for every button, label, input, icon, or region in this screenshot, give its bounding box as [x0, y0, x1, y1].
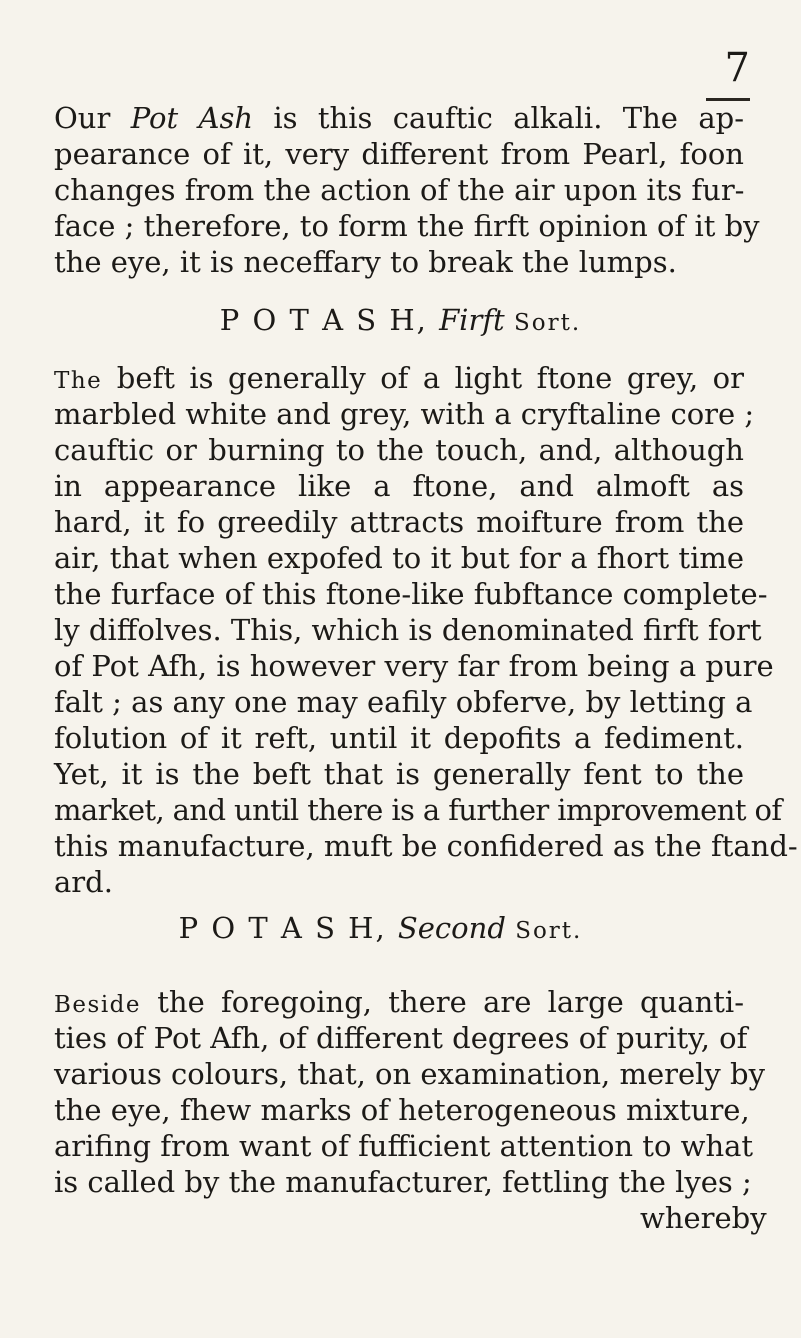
text-line: cauftic or burning to the touch, and, although — [54, 433, 744, 467]
text-line: arifing from want of fufficient attention to what — [54, 1129, 754, 1163]
text-line: ties of Pot Afh, of different degrees of purity, of — [54, 1021, 748, 1055]
text-line: air, that when expofed to it but for a fhort time — [54, 541, 744, 575]
text-line: various colours, that, on examination, merely by — [54, 1057, 765, 1091]
text-line: falt ; as any one may eafily obferve, by letting a — [54, 685, 753, 719]
text-line: market, and until there is a further improvement of — [54, 793, 782, 827]
text-line: the eye, fhew marks of heterogeneous mixture, — [54, 1093, 750, 1127]
section-heading-second-sort: P O T A S H, Second Sort. — [178, 911, 583, 945]
text-line: hard, it fo greedily attracts moifture from the — [54, 505, 744, 539]
text-line: Our Pot Ash is this cauftic alkali. The ap- — [54, 101, 744, 135]
text-line: this manufacture, muft be confidered as the ftand- — [54, 829, 798, 863]
section-heading-first-sort: P O T A S H, Firft Sort. — [219, 303, 582, 337]
text-line: ly diffolves. This, which is denominated firft fort — [54, 613, 762, 647]
text-line: Yet, it is the beft that is generally fent to the — [54, 757, 744, 791]
text-line: is called by the manufacturer, fettling the lyes ; — [54, 1165, 752, 1199]
text-line: of Pot Afh, is however very far from being a pure — [54, 649, 774, 683]
text-line: the furface of this ftone-like fubftance complete- — [54, 577, 768, 611]
text-line: The beft is generally of a light ftone grey, or — [54, 361, 744, 395]
catchword: whereby — [640, 1201, 767, 1235]
text-line: pearance of it, very different from Pearl, foon — [54, 137, 744, 171]
text-line: Beside the foregoing, there are large quanti- — [54, 985, 744, 1019]
text-line: folution of it reft, until it depofits a fediment. — [54, 721, 744, 755]
page-number: 7 — [724, 45, 750, 91]
text-line: in appearance like a ftone, and almoft as — [54, 469, 744, 503]
text-line: the eye, it is neceffary to break the lumps. — [54, 245, 677, 279]
text-line: marbled white and grey, with a cryftaline core ; — [54, 397, 755, 431]
text-line: face ; therefore, to form the firft opinion of it by — [54, 209, 760, 243]
text-line: ard. — [54, 865, 113, 899]
text-line: changes from the action of the air upon its fur- — [54, 173, 745, 207]
